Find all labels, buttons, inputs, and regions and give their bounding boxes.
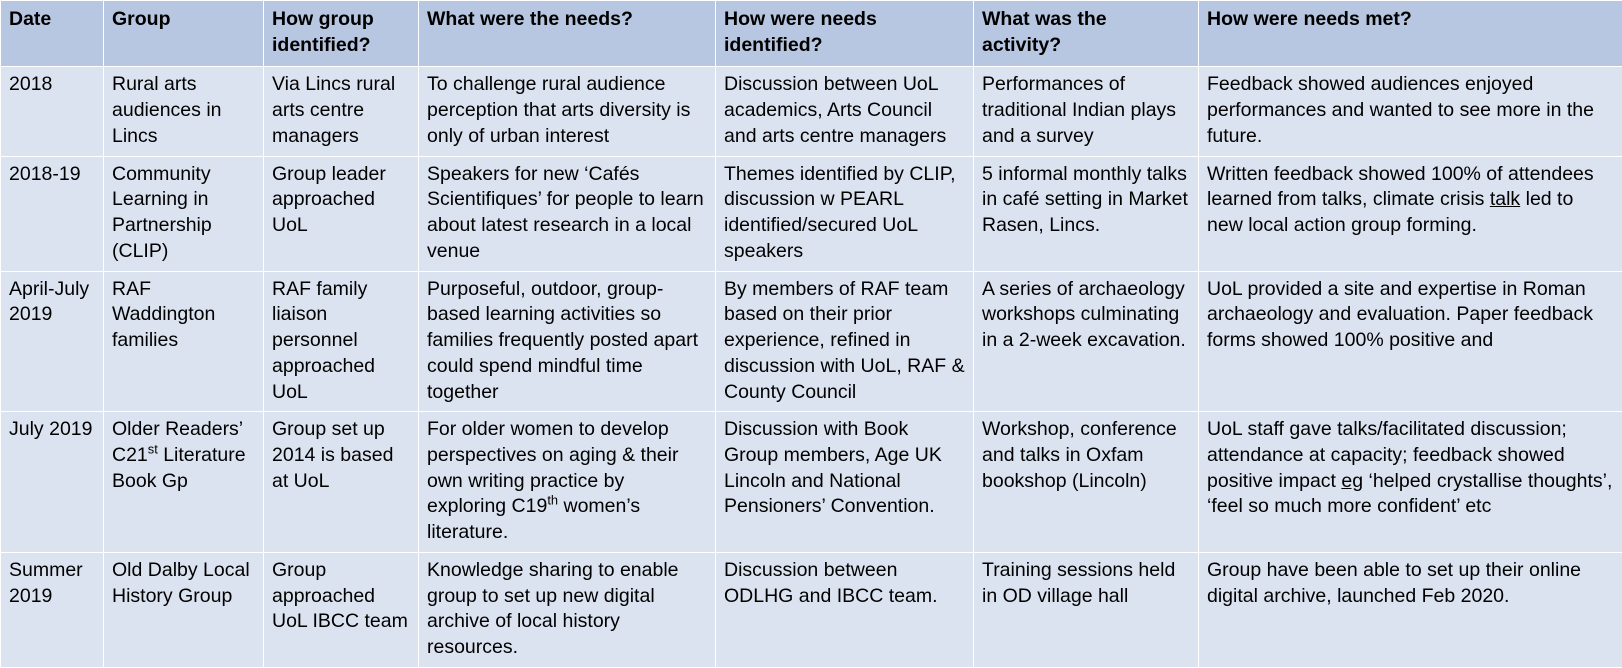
cell-activity: Performances of traditional Indian plays and a survey <box>974 67 1199 156</box>
cell-how-needs-identified: By members of RAF team based on their prior experience, refined in discussion with UoL, RAF & County Council <box>716 271 974 412</box>
cell-date: 2018 <box>1 67 104 156</box>
cell-how-needs-identified: Themes identified by CLIP, discussion w PEARL identified/secured UoL speakers <box>716 156 974 271</box>
column-header-date: Date <box>1 1 104 67</box>
cell-date: Summer 2019 <box>1 552 104 667</box>
cell-how-group-identified: Group leader approached UoL <box>264 156 419 271</box>
column-header-what-was-the-activity: What was the activity? <box>974 1 1199 67</box>
column-header-how-group-identified: How group identified? <box>264 1 419 67</box>
table-row <box>1 67 1622 156</box>
cell-how-group-identified: Group approached UoL IBCC team <box>264 552 419 667</box>
cell-how-needs-met: UoL staff gave talks/facilitated discussion; attendance at capacity; feedback showed positive impact eg ‘helped crystallise thoughts’, ‘feel so much more confident’ etc <box>1199 412 1622 553</box>
table-body <box>1 67 1622 667</box>
cell-needs: Knowledge sharing to enable group to set up new digital archive of local history resources. <box>419 552 716 667</box>
cell-how-needs-identified: Discussion between ODLHG and IBCC team. <box>716 552 974 667</box>
cell-needs: For older women to develop perspectives on aging & their own writing practice by exploring C19th women’s literature. <box>419 412 716 553</box>
table-row <box>1 156 1622 271</box>
cell-group: Old Dalby Local History Group <box>104 552 264 667</box>
table-row <box>1 552 1622 667</box>
column-header-how-were-needs-identified: How were needs identified? <box>716 1 974 67</box>
column-header-group: Group <box>104 1 264 67</box>
cell-how-needs-met: Feedback showed audiences enjoyed performances and wanted to see more in the future. <box>1199 67 1622 156</box>
cell-how-needs-met: UoL provided a site and expertise in Roman archaeology and evaluation. Paper feedback forms showed 100% positive and <box>1199 271 1622 412</box>
table-row <box>1 412 1622 553</box>
cell-group: RAF Waddington families <box>104 271 264 412</box>
cell-how-group-identified: Via Lincs rural arts centre managers <box>264 67 419 156</box>
cell-date: July 2019 <box>1 412 104 553</box>
table-row <box>1 271 1622 412</box>
cell-group: Rural arts audiences in Lincs <box>104 67 264 156</box>
cell-how-needs-identified: Discussion between UoL academics, Arts Council and arts centre managers <box>716 67 974 156</box>
cell-activity: 5 informal monthly talks in café setting in Market Rasen, Lincs. <box>974 156 1199 271</box>
column-header-how-were-needs-met: How were needs met? <box>1199 1 1622 67</box>
cell-needs: Purposeful, outdoor, group-based learning activities so families frequently posted apart could spend mindful time together <box>419 271 716 412</box>
cell-how-group-identified: RAF family liaison personnel approached UoL <box>264 271 419 412</box>
cell-needs: To challenge rural audience perception that arts diversity is only of urban interest <box>419 67 716 156</box>
cell-how-needs-met: Group have been able to set up their online digital archive, launched Feb 2020. <box>1199 552 1622 667</box>
cell-activity: A series of archaeology workshops culminating in a 2-week excavation. <box>974 271 1199 412</box>
column-header-what-were-the-needs: What were the needs? <box>419 1 716 67</box>
cell-activity: Workshop, conference and talks in Oxfam bookshop (Lincoln) <box>974 412 1199 553</box>
table-header <box>1 1 1622 67</box>
cell-date: 2018-19 <box>1 156 104 271</box>
cell-date: April-July 2019 <box>1 271 104 412</box>
cell-needs: Speakers for new ‘Cafés Scientifiques’ for people to learn about latest research in a local venue <box>419 156 716 271</box>
cell-how-group-identified: Group set up 2014 is based at UoL <box>264 412 419 553</box>
cell-how-needs-met: Written feedback showed 100% of attendees learned from talks, climate crisis talk led to new local action group forming. <box>1199 156 1622 271</box>
cell-group: Older Readers’ C21st Literature Book Gp <box>104 412 264 553</box>
cell-how-needs-identified: Discussion with Book Group members, Age UK Lincoln and National Pensioners’ Convention. <box>716 412 974 553</box>
cell-activity: Training sessions held in OD village hall <box>974 552 1199 667</box>
table-header-row <box>1 1 1622 67</box>
cell-group: Community Learning in Partnership (CLIP) <box>104 156 264 271</box>
